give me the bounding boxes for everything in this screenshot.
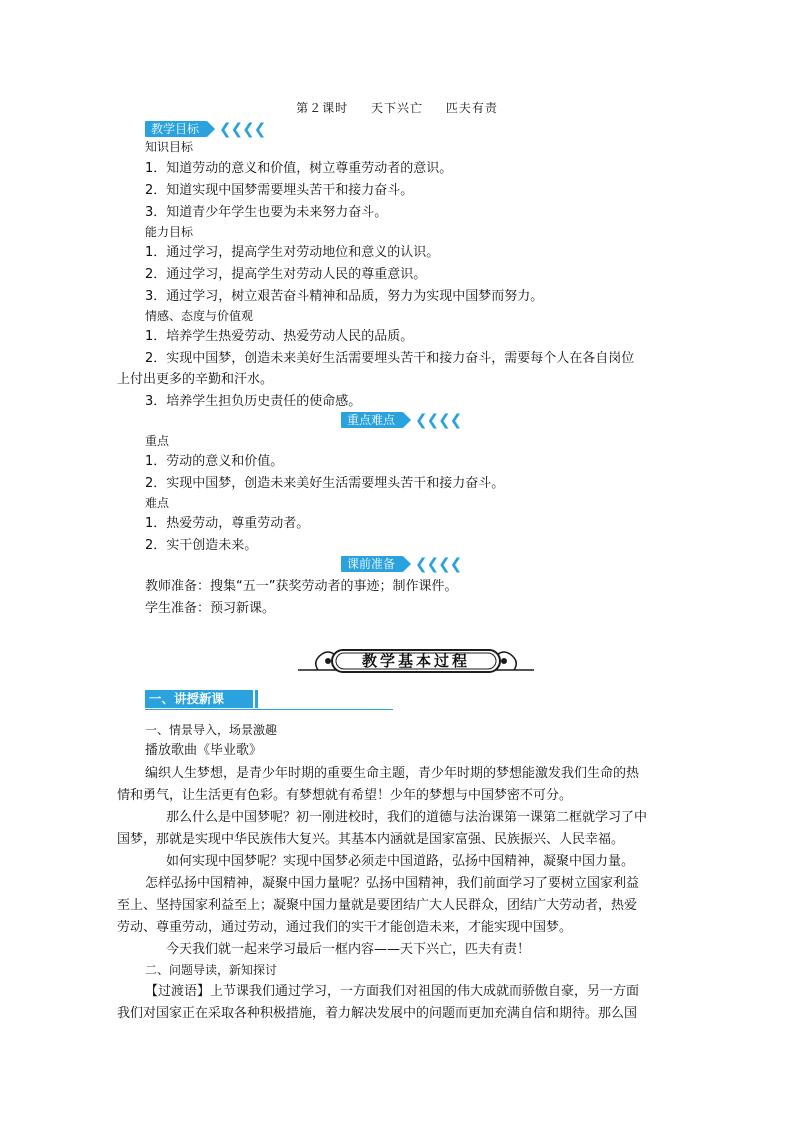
key-points-label: 重点难点	[341, 412, 403, 428]
text-line: 我们对国家正在采取各种积极措施，着力解决发展中的问题而更加充满自信和期待。那么国	[117, 1006, 638, 1021]
text-line: 那么什么是中国梦呢？初一刚进校时，我们的道德与法治课第一课第二框就学习了中	[166, 810, 648, 825]
text-line: 2．实干创造未来。	[145, 538, 258, 553]
text-line: 2．通过学习，提高学生对劳动人民的尊重意识。	[145, 267, 427, 282]
banner-title: 教学基本过程	[361, 652, 470, 670]
text-line: 情感、态度与价值观	[145, 309, 254, 323]
text-line: 3．通过学习，树立艰苦奋斗精神和品质，努力为实现中国梦而努力。	[145, 289, 544, 304]
lesson-number: 第２课时	[296, 101, 349, 115]
section-underline	[145, 709, 393, 710]
text-line: 1．热爱劳动，尊重劳动者。	[145, 516, 310, 531]
text-line: 播放歌曲《毕业歌》	[145, 743, 263, 758]
text-line: 教师准备：搜集“五一”获奖劳动者的事迹；制作课件。	[145, 579, 458, 594]
text-line: 一、情景导入，场景激趣	[145, 723, 278, 737]
text-line: 至上、坚持国家利益至上；凝聚中国力量就是要团结广大人民群众，团结广大劳动者，热爱	[117, 898, 638, 913]
text-line: 上付出更多的辛勤和汗水。	[117, 372, 274, 387]
section-header	[145, 689, 393, 711]
text-line: 1．培养学生热爱劳动、热爱劳动人民的品质。	[145, 329, 414, 344]
section-bar	[255, 690, 258, 708]
text-line: 2．实现中国梦，创造未来美好生活需要埋头苦干和接力奋斗。	[145, 476, 505, 491]
text-line: 2．知道实现中国梦需要埋头苦干和接力奋斗。	[145, 183, 414, 198]
teaching-goals-tag	[145, 121, 265, 137]
key-points-tag	[341, 412, 461, 428]
text-line: 知识目标	[145, 140, 194, 154]
text-line: 3．培养学生担负历史责任的使命感。	[145, 394, 362, 409]
text-line: 1．劳动的意义和价值。	[145, 454, 284, 469]
text-line: 能力目标	[145, 225, 194, 239]
text-line: 难点	[145, 496, 170, 510]
lesson-title	[0, 99, 794, 116]
text-line: 学生准备：预习新课。	[145, 601, 276, 616]
text-line: 如何实现中国梦呢？实现中国梦必须走中国道路，弘扬中国精神，凝聚中国力量。	[166, 854, 635, 869]
preparation-label: 课前准备	[341, 556, 403, 572]
text-line: 【过渡语】上节课我们通过学习，一方面我们对祖国的伟大成就而骄傲自豪，另一方面	[145, 984, 640, 999]
process-banner	[298, 646, 534, 676]
text-line: 1．知道劳动的意义和价值，树立尊重劳动者的意识。	[145, 161, 453, 176]
text-line: 情和勇气，让生活更有色彩。有梦想就有希望！少年的梦想与中国梦密不可分。	[117, 788, 573, 803]
text-line: 二、问题导读，新知探讨	[145, 963, 278, 977]
text-line: 怎样弘扬中国精神，凝聚中国力量呢？弘扬中国精神，我们前面学习了要树立国家利益	[145, 876, 640, 891]
text-line: 今天我们就一起来学习最后一框内容——天下兴亡，匹夫有责！	[166, 942, 531, 957]
lesson-name-part1: 天下兴亡	[370, 101, 423, 115]
text-line: 重点	[145, 434, 170, 448]
text-line: 2．实现中国梦，创造未来美好生活需要埋头苦干和接力奋斗，需要每个人在各自岗位	[145, 351, 635, 366]
text-line: 国梦，那就是实现中华民族伟大复兴。其基本内涵就是国家富强、民族振兴、人民幸福。	[117, 832, 625, 847]
chevrons-left-icon: ❮❮❮❮	[415, 411, 462, 429]
text-line: 劳动、尊重劳动，通过劳动，通过我们的实干才能创造未来，才能实现中国梦。	[117, 920, 573, 935]
preparation-tag	[341, 556, 461, 572]
text-line: 3．知道青少年学生也要为未来努力奋斗。	[145, 205, 388, 220]
chevrons-left-icon: ❮❮❮❮	[415, 555, 462, 573]
text-line: 编织人生梦想，是青少年时期的重要生命主题，青少年时期的梦想能激发我们生命的热	[145, 766, 640, 781]
teaching-goals-label: 教学目标	[145, 121, 207, 137]
section-label: 一、讲授新课	[145, 690, 253, 708]
text-line: 1．通过学习，提高学生对劳动地位和意义的认识。	[145, 245, 440, 260]
chevrons-left-icon: ❮❮❮❮	[219, 120, 266, 138]
lesson-name-part2: 匹夫有责	[445, 101, 498, 115]
